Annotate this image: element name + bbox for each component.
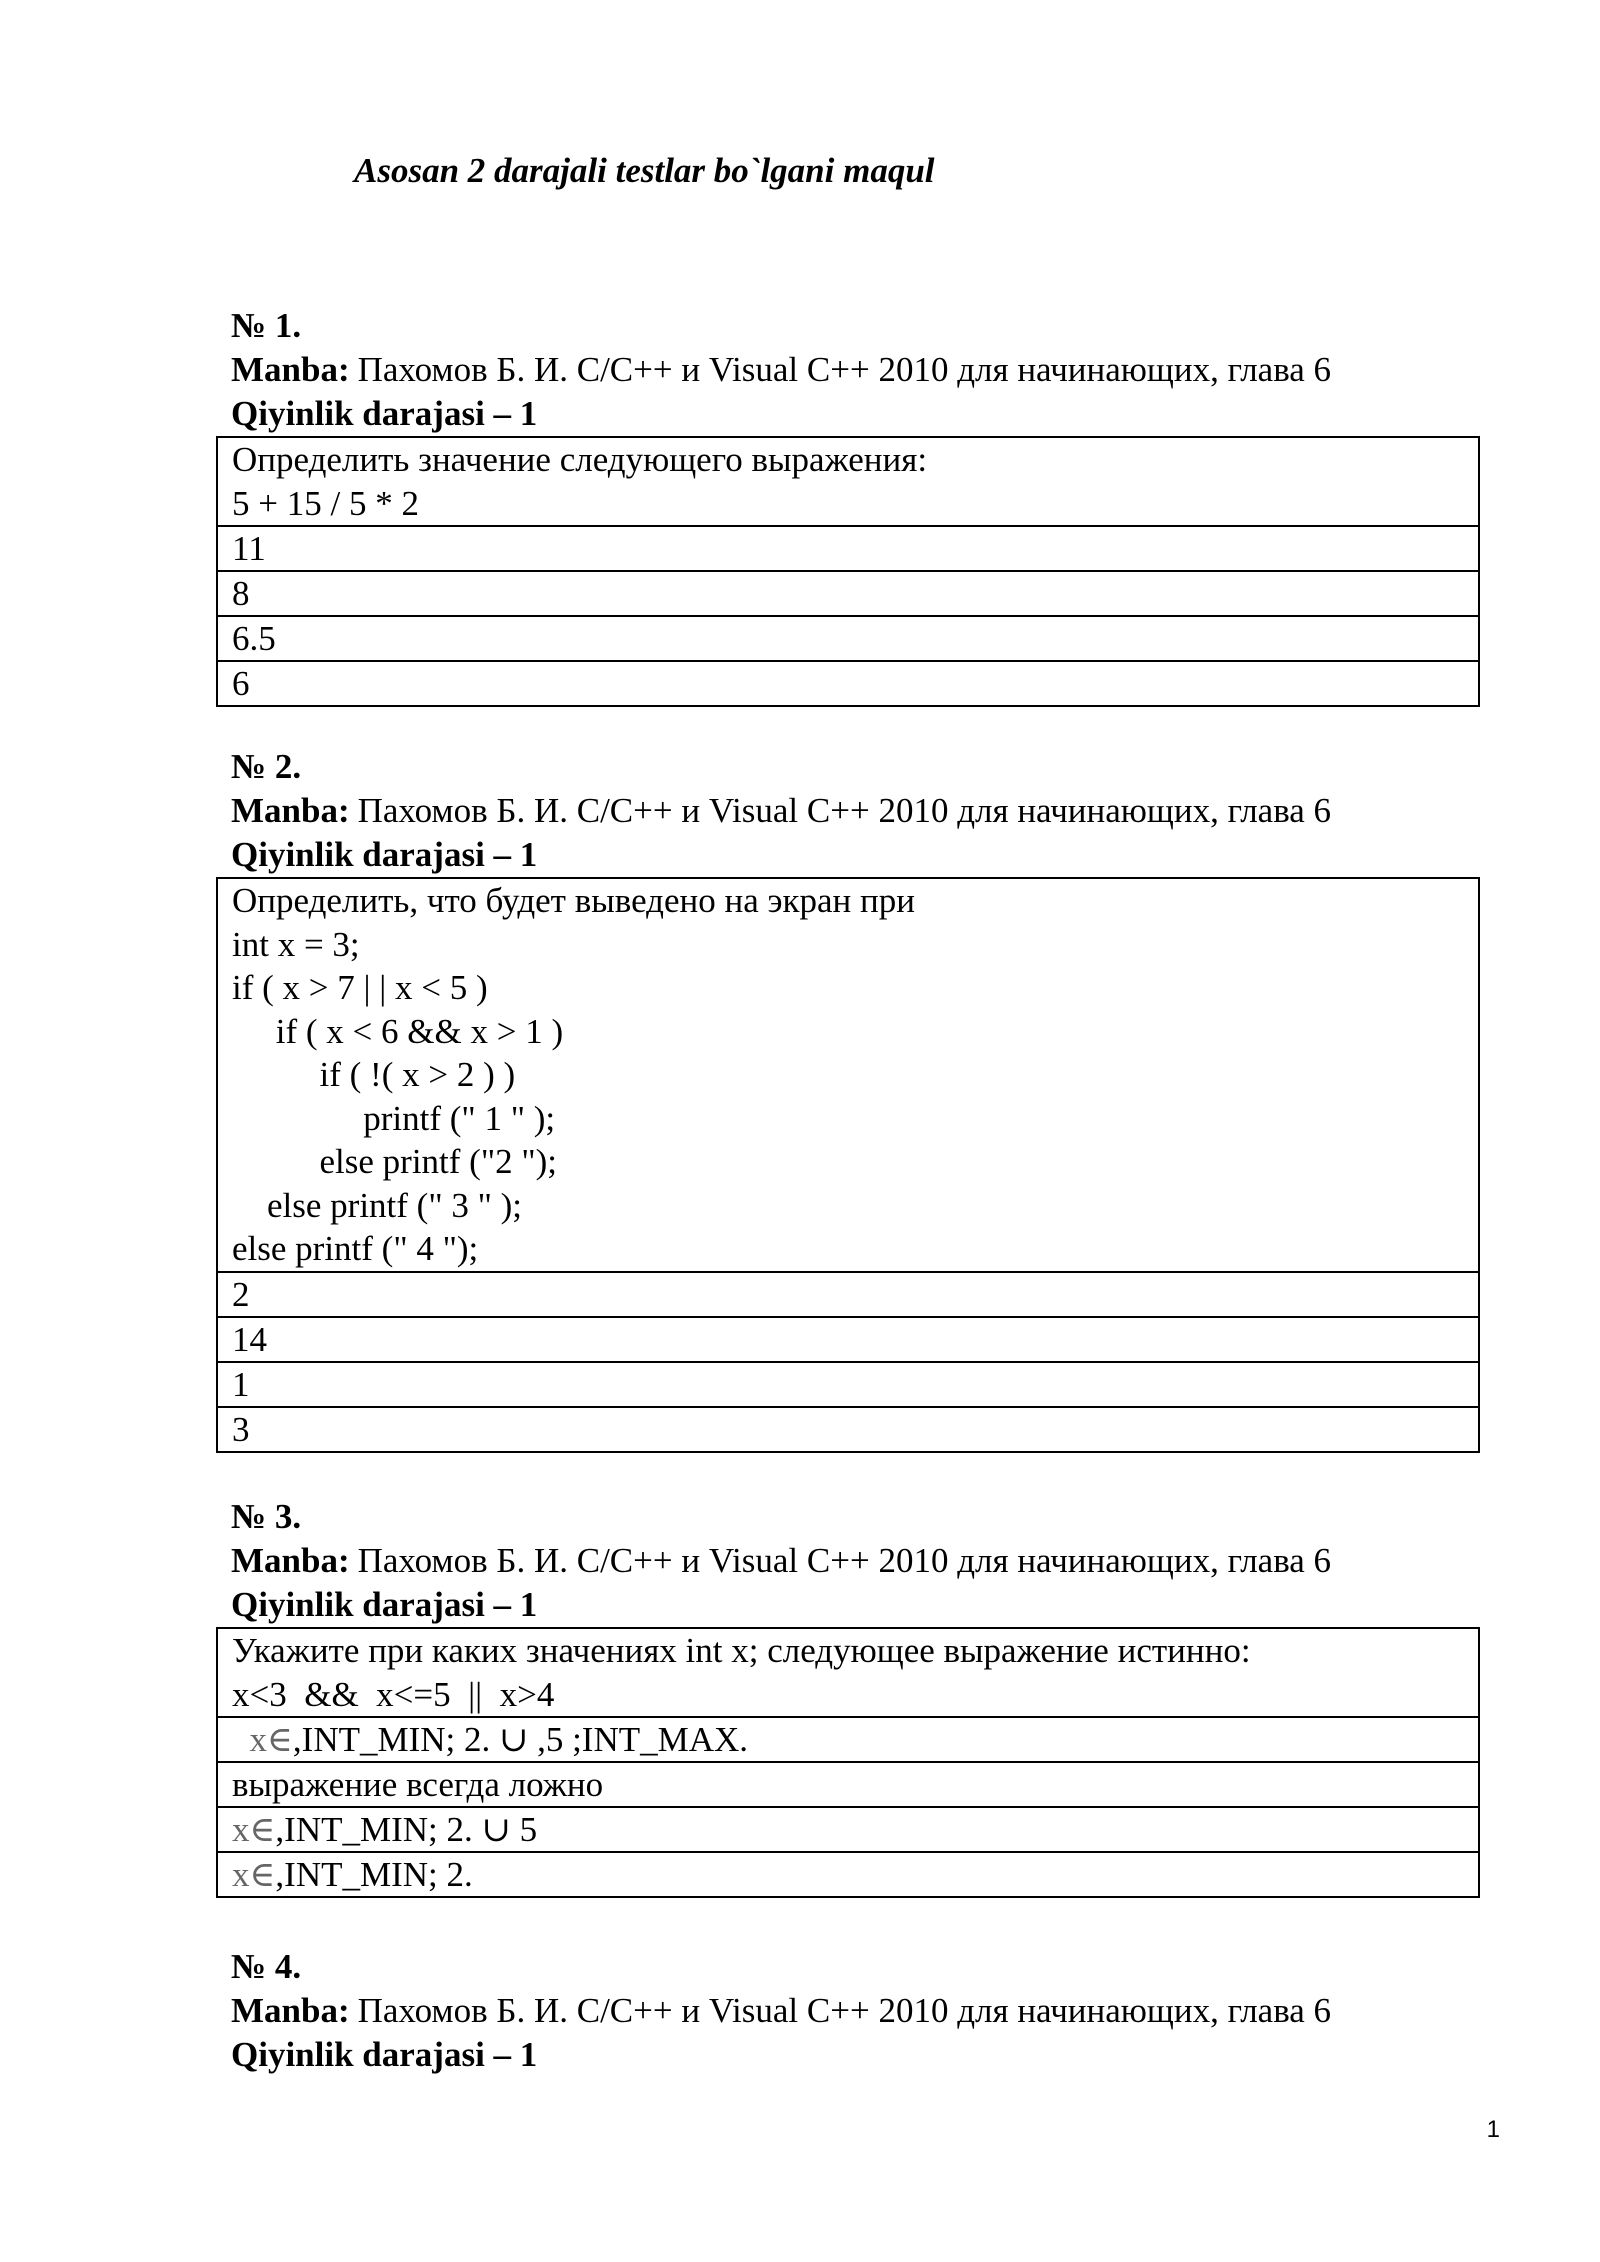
- prompt-line: Укажите при каких значениях int x; следующее выражение истинно:: [232, 1631, 1251, 1670]
- answer-row: [217, 1407, 1479, 1452]
- answer-option: 2: [217, 1272, 1479, 1317]
- answer-row: [217, 1317, 1479, 1362]
- question-number: № 3.: [231, 1497, 302, 1536]
- code-line: int x = 3;: [232, 924, 360, 964]
- difficulty-label: Qiyinlik darajasi – 1: [231, 1585, 538, 1624]
- source-text: Пахомов Б. И. С/С++ и Visual С++ 2010 для начинающих, глава 6: [357, 1541, 1332, 1580]
- code-line: else printf (" 4 ");: [232, 1229, 479, 1268]
- answer-row: [217, 1272, 1479, 1317]
- source-text: Пахомов Б. И. С/С++ и Visual С++ 2010 для начинающих, глава 6: [357, 1991, 1332, 2030]
- question-number: № 1.: [231, 306, 302, 345]
- answer-row: [217, 571, 1479, 616]
- question-1: [231, 304, 1481, 707]
- question-source: [231, 348, 1481, 392]
- question-number: № 4.: [231, 1947, 302, 1986]
- prompt-line: 5 + 15 / 5 * 2: [232, 483, 419, 523]
- option-text: ,INT_MIN; 2.: [275, 1855, 473, 1894]
- code-line: if ( x < 6 && x > 1 ): [232, 1011, 564, 1051]
- code-line: if ( x > 7 | | x < 5 ): [232, 968, 488, 1007]
- set-symbol: x∈: [249, 1720, 293, 1759]
- answer-option: 14: [217, 1317, 1479, 1362]
- difficulty-label: Qiyinlik darajasi – 1: [231, 394, 538, 433]
- set-symbol: x∈: [232, 1855, 276, 1894]
- prompt-row: [217, 1628, 1479, 1717]
- code-line: printf (" 1 " );: [232, 1098, 556, 1138]
- question-table: [216, 436, 1480, 707]
- prompt-line: Определить значение следующего выражения:: [232, 440, 928, 479]
- question-3: [231, 1495, 1481, 1898]
- question-source: [231, 1989, 1481, 2033]
- prompt-cell: [217, 1628, 1479, 1717]
- answer-row: [217, 1717, 1479, 1762]
- option-text: ,INT_MIN; 2. ∪ ,5 ;INT_MAX.: [292, 1720, 749, 1759]
- source-label: Manba:: [231, 1991, 350, 2030]
- answer-option: 8: [217, 571, 1479, 616]
- expression-line: x<3 && x<=5 || x>4: [232, 1674, 555, 1714]
- code-line: else printf (" 3 " );: [232, 1185, 523, 1225]
- option-indent: [232, 1720, 250, 1759]
- answer-option: 6.5: [217, 616, 1479, 661]
- question-table: [216, 877, 1480, 1453]
- page-number: 1: [1486, 2116, 1500, 2143]
- answer-option: [217, 1762, 1479, 1807]
- question-table: [216, 1627, 1480, 1898]
- answer-option: 11: [217, 526, 1479, 571]
- prompt-cell: [217, 437, 1479, 526]
- code-line: else printf ("2 ");: [232, 1142, 558, 1181]
- option-text: выражение всегда ложно: [232, 1765, 604, 1804]
- difficulty-label: Qiyinlik darajasi – 1: [231, 2035, 538, 2074]
- question-source: [231, 1539, 1481, 1583]
- question-2: [231, 745, 1481, 1453]
- answer-row: [217, 1807, 1479, 1852]
- source-label: Manba:: [231, 791, 350, 830]
- code-line: if ( !( x > 2 ) ): [232, 1055, 516, 1094]
- source-text: Пахомов Б. И. С/С++ и Visual С++ 2010 для начинающих, глава 6: [357, 791, 1332, 830]
- question-source: [231, 789, 1481, 833]
- prompt-cell: [217, 878, 1479, 1272]
- answer-option: [217, 1717, 1479, 1762]
- answer-option: 1: [217, 1362, 1479, 1407]
- source-text: Пахомов Б. И. С/С++ и Visual С++ 2010 для начинающих, глава 6: [357, 350, 1332, 389]
- page-heading: Asosan 2 darajali testlar bo`lgani maqul: [354, 151, 935, 190]
- question-4: [231, 1945, 1481, 2077]
- answer-row: [217, 616, 1479, 661]
- prompt-line: Определить, что будет выведено на экран при: [232, 881, 915, 920]
- difficulty-label: Qiyinlik darajasi – 1: [231, 835, 538, 874]
- prompt-row: [217, 437, 1479, 526]
- option-text: ,INT_MIN; 2. ∪ 5: [275, 1810, 538, 1849]
- question-number: № 2.: [231, 747, 302, 786]
- set-symbol: x∈: [232, 1810, 276, 1849]
- source-label: Manba:: [231, 1541, 350, 1580]
- answer-row: [217, 1762, 1479, 1807]
- answer-option: 6: [217, 661, 1479, 706]
- answer-row: [217, 661, 1479, 706]
- answer-row: [217, 526, 1479, 571]
- answer-option: 3: [217, 1407, 1479, 1452]
- answer-row: [217, 1852, 1479, 1897]
- answer-option: [217, 1852, 1479, 1897]
- answer-option: [217, 1807, 1479, 1852]
- answer-row: [217, 1362, 1479, 1407]
- prompt-row: [217, 878, 1479, 1272]
- source-label: Manba:: [231, 350, 350, 389]
